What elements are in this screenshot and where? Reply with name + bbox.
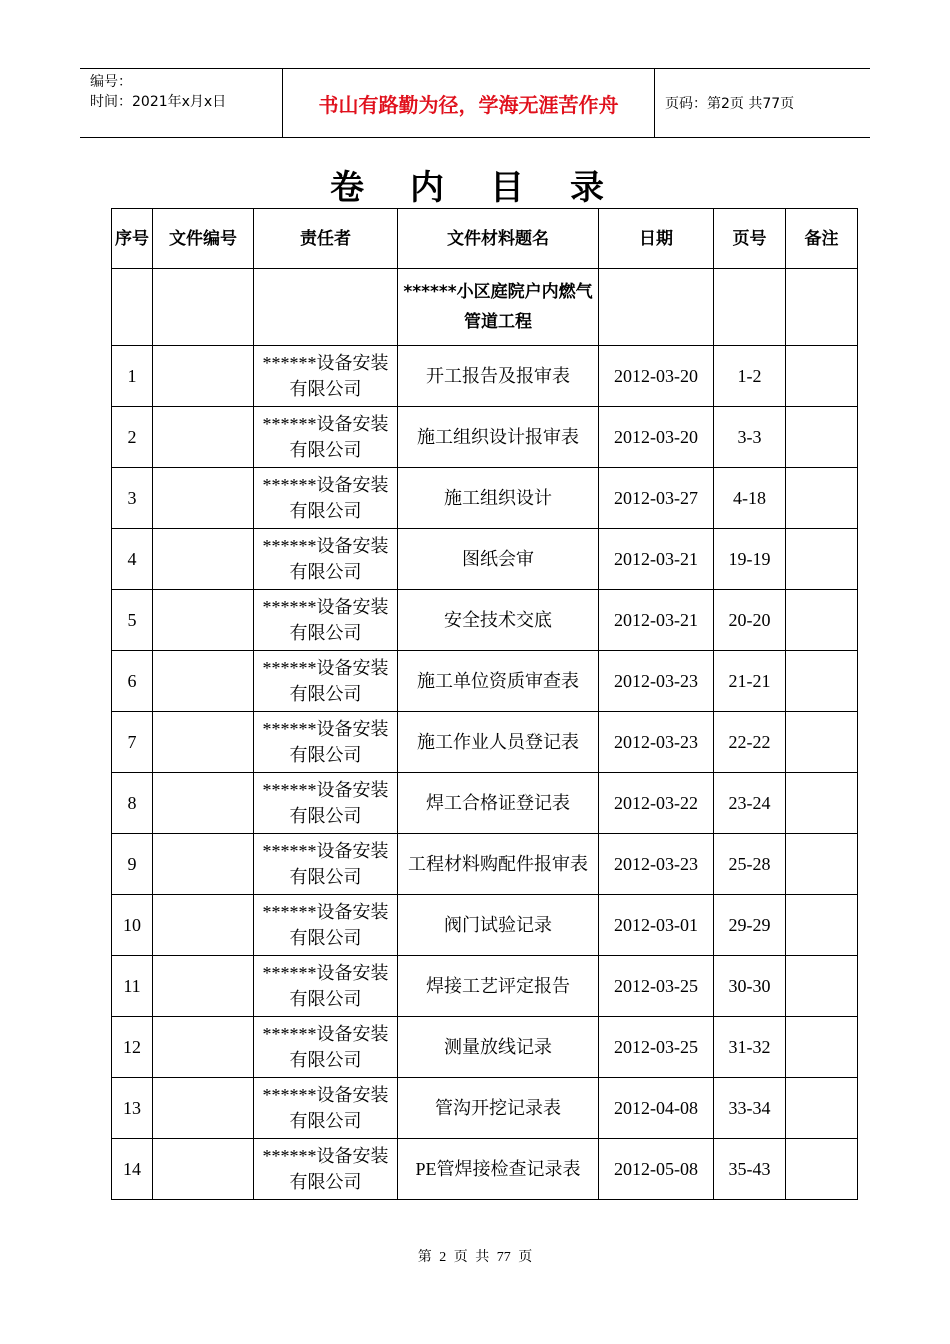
file-code — [153, 590, 254, 651]
row-number: 13 — [112, 1078, 153, 1139]
table-row — [112, 529, 858, 590]
row-number: 8 — [112, 773, 153, 834]
table-cell — [254, 269, 398, 346]
document-name: 测量放线记录 — [398, 1017, 599, 1078]
table-row — [112, 895, 858, 956]
responsible-party: ******设备安装有限公司 — [254, 895, 398, 956]
table-row — [112, 1139, 858, 1200]
file-code — [153, 651, 254, 712]
page-range: 21-21 — [714, 651, 786, 712]
document-name: 施工组织设计 — [398, 468, 599, 529]
row-number: 5 — [112, 590, 153, 651]
remark — [786, 1139, 858, 1200]
column-header-date: 日期 — [599, 209, 714, 269]
file-code — [153, 529, 254, 590]
column-header-code: 文件编号 — [153, 209, 254, 269]
responsible-party: ******设备安装有限公司 — [254, 1139, 398, 1200]
table-row — [112, 956, 858, 1017]
document-name: 工程材料购配件报审表 — [398, 834, 599, 895]
table-row — [112, 834, 858, 895]
file-code — [153, 956, 254, 1017]
document-date: 2012-03-01 — [599, 895, 714, 956]
page-range: 30-30 — [714, 956, 786, 1017]
table-row — [112, 346, 858, 407]
responsible-party: ******设备安装有限公司 — [254, 1017, 398, 1078]
document-date: 2012-03-25 — [599, 1017, 714, 1078]
page-range: 22-22 — [714, 712, 786, 773]
row-number: 7 — [112, 712, 153, 773]
page-title: 卷内目录 — [330, 168, 650, 208]
document-date: 2012-03-23 — [599, 651, 714, 712]
document-date: 2012-03-21 — [599, 590, 714, 651]
column-header-no: 序号 — [112, 209, 153, 269]
table-cell — [599, 269, 714, 346]
responsible-party: ******设备安装有限公司 — [254, 346, 398, 407]
document-date: 2012-05-08 — [599, 1139, 714, 1200]
remark — [786, 773, 858, 834]
column-header-responsible: 责任者 — [254, 209, 398, 269]
file-code — [153, 1078, 254, 1139]
remark — [786, 1078, 858, 1139]
row-number: 12 — [112, 1017, 153, 1078]
table-row — [112, 1078, 858, 1139]
page-header — [80, 68, 870, 138]
file-code — [153, 712, 254, 773]
document-date: 2012-03-20 — [599, 346, 714, 407]
header-page-info: 页码：第2页 共77页 — [665, 96, 795, 112]
page-range: 4-18 — [714, 468, 786, 529]
remark — [786, 1017, 858, 1078]
document-date: 2012-03-25 — [599, 956, 714, 1017]
project-title-row — [112, 269, 858, 346]
page-range: 33-34 — [714, 1078, 786, 1139]
table-row — [112, 651, 858, 712]
document-date: 2012-03-21 — [599, 529, 714, 590]
page-range: 3-3 — [714, 407, 786, 468]
file-code — [153, 468, 254, 529]
project-title: ******小区庭院户内燃气管道工程 — [398, 269, 599, 346]
row-number: 11 — [112, 956, 153, 1017]
page-range: 23-24 — [714, 773, 786, 834]
page-range: 1-2 — [714, 346, 786, 407]
responsible-party: ******设备安装有限公司 — [254, 773, 398, 834]
table-row — [112, 468, 858, 529]
code-label: 编号： — [90, 74, 132, 90]
remark — [786, 834, 858, 895]
table-cell — [153, 269, 254, 346]
document-date: 2012-03-27 — [599, 468, 714, 529]
document-name: 焊接工艺评定报告 — [398, 956, 599, 1017]
row-number: 1 — [112, 346, 153, 407]
page-range: 19-19 — [714, 529, 786, 590]
page-range: 20-20 — [714, 590, 786, 651]
table-row — [112, 407, 858, 468]
responsible-party: ******设备安装有限公司 — [254, 529, 398, 590]
file-code — [153, 895, 254, 956]
page-range: 31-32 — [714, 1017, 786, 1078]
header-motto: 书山有路勤为径，学海无涯苦作舟 — [283, 69, 655, 137]
document-name: 施工组织设计报审表 — [398, 407, 599, 468]
remark — [786, 468, 858, 529]
document-name: 安全技术交底 — [398, 590, 599, 651]
table-row — [112, 1017, 858, 1078]
column-header-pages: 页号 — [714, 209, 786, 269]
page-footer: 第 2 页 共 77 页 — [417, 1250, 533, 1265]
row-number: 4 — [112, 529, 153, 590]
page-range: 25-28 — [714, 834, 786, 895]
remark — [786, 712, 858, 773]
date-label: 时间：2021年x月x日 — [90, 94, 227, 110]
remark — [786, 407, 858, 468]
document-date: 2012-03-23 — [599, 834, 714, 895]
file-code — [153, 1017, 254, 1078]
page-range: 29-29 — [714, 895, 786, 956]
table-cell — [786, 269, 858, 346]
remark — [786, 529, 858, 590]
file-code — [153, 1139, 254, 1200]
document-date: 2012-03-22 — [599, 773, 714, 834]
column-header-name: 文件材料题名 — [398, 209, 599, 269]
responsible-party: ******设备安装有限公司 — [254, 834, 398, 895]
table-row — [112, 773, 858, 834]
row-number: 3 — [112, 468, 153, 529]
responsible-party: ******设备安装有限公司 — [254, 651, 398, 712]
row-number: 2 — [112, 407, 153, 468]
remark — [786, 651, 858, 712]
row-number: 6 — [112, 651, 153, 712]
document-name: 开工报告及报审表 — [398, 346, 599, 407]
table-row — [112, 590, 858, 651]
document-name: 施工作业人员登记表 — [398, 712, 599, 773]
responsible-party: ******设备安装有限公司 — [254, 590, 398, 651]
document-name: 图纸会审 — [398, 529, 599, 590]
file-code — [153, 773, 254, 834]
responsible-party: ******设备安装有限公司 — [254, 712, 398, 773]
document-name: 施工单位资质审查表 — [398, 651, 599, 712]
document-name: 阀门试验记录 — [398, 895, 599, 956]
responsible-party: ******设备安装有限公司 — [254, 407, 398, 468]
row-number: 9 — [112, 834, 153, 895]
table-cell — [714, 269, 786, 346]
table-row — [112, 712, 858, 773]
page-range: 35-43 — [714, 1139, 786, 1200]
document-name: PE管焊接检查记录表 — [398, 1139, 599, 1200]
remark — [786, 956, 858, 1017]
table-header-row — [112, 209, 858, 269]
file-code — [153, 834, 254, 895]
catalog-table — [111, 208, 858, 1200]
responsible-party: ******设备安装有限公司 — [254, 956, 398, 1017]
row-number: 14 — [112, 1139, 153, 1200]
document-date: 2012-03-23 — [599, 712, 714, 773]
remark — [786, 590, 858, 651]
remark — [786, 895, 858, 956]
document-name: 焊工合格证登记表 — [398, 773, 599, 834]
file-code — [153, 346, 254, 407]
responsible-party: ******设备安装有限公司 — [254, 468, 398, 529]
column-header-remark: 备注 — [786, 209, 858, 269]
header-meta — [80, 69, 283, 137]
responsible-party: ******设备安装有限公司 — [254, 1078, 398, 1139]
remark — [786, 346, 858, 407]
document-date: 2012-03-20 — [599, 407, 714, 468]
table-cell — [112, 269, 153, 346]
document-name: 管沟开挖记录表 — [398, 1078, 599, 1139]
row-number: 10 — [112, 895, 153, 956]
file-code — [153, 407, 254, 468]
document-date: 2012-04-08 — [599, 1078, 714, 1139]
